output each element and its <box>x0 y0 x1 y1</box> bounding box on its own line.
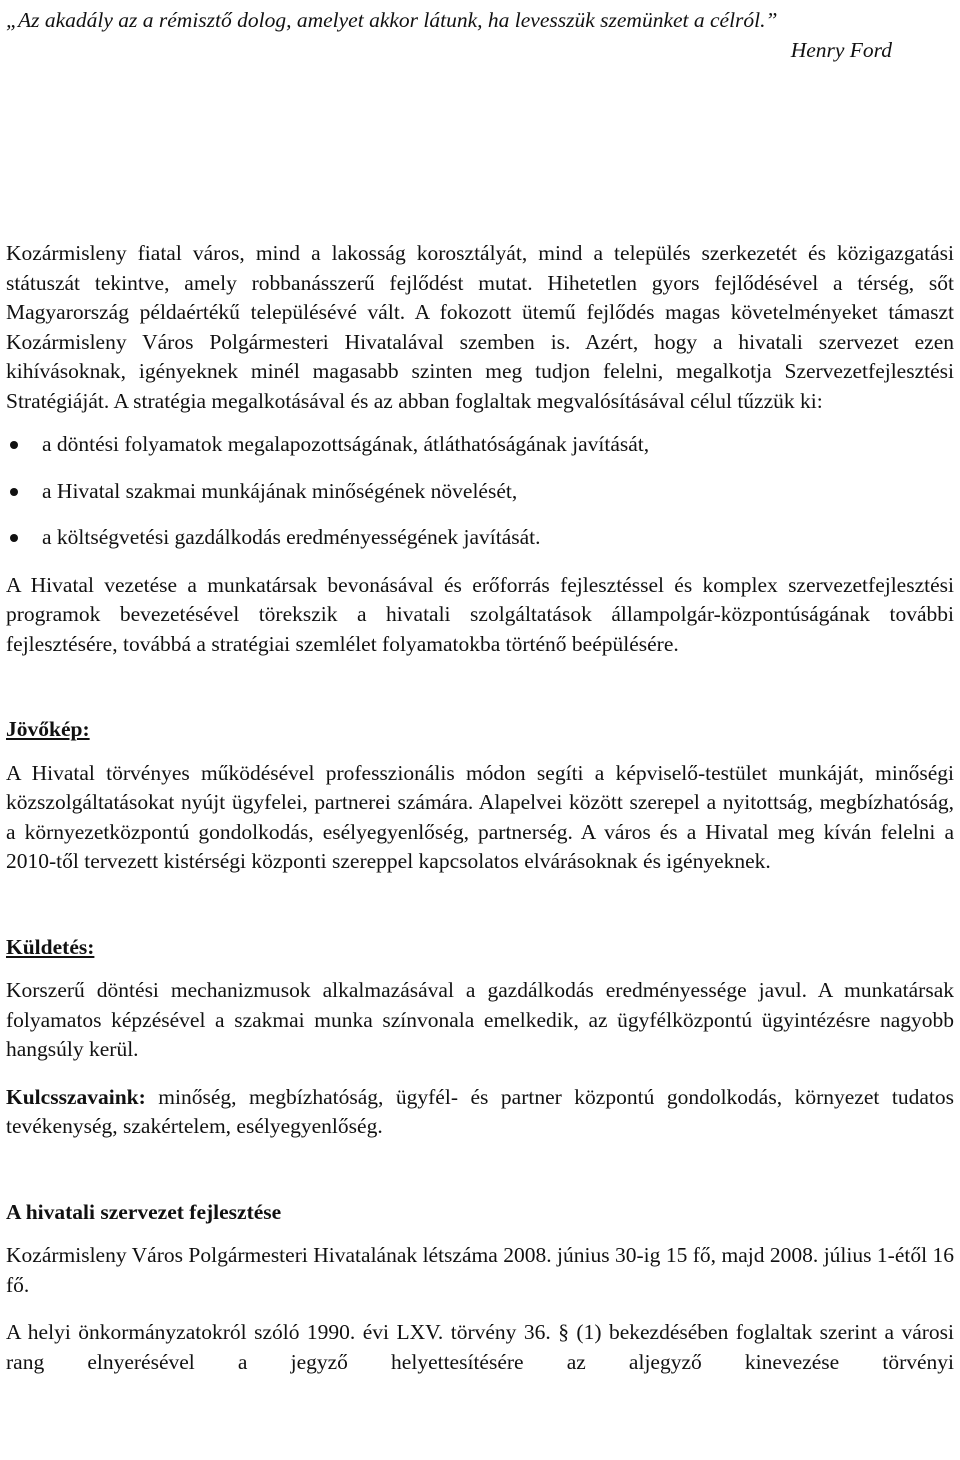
development-paragraph-2: A helyi önkormányzatokról szóló 1990. évi LXV. törvény 36. § (1) bekezdésében foglaltak szerint a városi rang elnyerésével a jegyző helyettesítésére az aljegyző kinevezése törvényi <box>6 1320 954 1374</box>
mission-heading: Küldetés: <box>6 934 95 959</box>
mission-text: Korszerű döntési mechanizmusok alkalmazásával a gazdálkodás eredményessége javul. A munkatársak folyamatos képzésével a szakmai munka színvonala emelkedik, az ügyfélközpontú ügyintézésre nagyobb hangsúly kerül. <box>6 978 954 1061</box>
keywords-label: Kulcsszavaink: <box>6 1084 146 1109</box>
development-heading: A hivatali szervezet fejlesztése <box>6 1199 282 1224</box>
goals-list <box>6 430 954 553</box>
goal-item: a döntési folyamatok megalapozottságának, átláthatóságának javítását, <box>6 430 954 460</box>
goal-item: a költségvetési gazdálkodás eredményességének javítását. <box>6 523 954 553</box>
intro-paragraph-2: A Hivatal vezetése a munkatársak bevonásával és erőforrás fejlesztéssel és komplex szervezetfejlesztési programok bevezetésével törekszik a hivatali szolgáltatások állampolgár-központúságának további fejlesztésére, továbbá a stratégiai szemlélet folyamatokba történő beépülésére. <box>6 572 954 656</box>
keywords-paragraph <box>6 1083 954 1142</box>
intro-paragraph: Kozármisleny fiatal város, mind a lakosság korosztályát, mind a település szerkezetét és közigazgatási státuszát tekintve, amely robbanásszerű fejlődést mutat. Hihetetlen gyors fejlődésével a térség, sőt Magyarország példaértékű településévé vált. A fokozott ütemű fejlődés magas követelményeket támaszt Kozármisleny Város Polgármesteri Hivatalával szemben is. Azért, hogy a hivatali szervezet ezen kihívásoknak, igényeknek minél magasabb szinten meg tudjon felelni, megalkotja Szervezetfejlesztési Stratégiáját. A stratégia megalkotásával és az abban foglaltak megvalósításával célul tűzzük ki: <box>6 241 954 413</box>
document-page <box>6 6 954 1377</box>
vision-heading: Jövőkép: <box>6 717 90 741</box>
motto-author: Henry Ford <box>790 37 892 62</box>
motto-quote: „Az akadály az a rémisztő dolog, amelyet akkor látunk, ha levesszük szemünket a célról.” <box>6 8 778 32</box>
goal-item: a Hivatal szakmai munkájának minőségének növelését, <box>6 477 954 507</box>
development-paragraph-1: Kozármisleny Város Polgármesteri Hivatalának létszáma 2008. június 30-ig 15 fő, majd 2008. július 1-étől 16 fő. <box>6 1243 954 1297</box>
keywords-text: minőség, megbízhatóság, ügyfél- és partner központú gondolkodás, környezet tudatos tevékenység, szakértelem, esélyegyenlőség. <box>6 1084 954 1138</box>
vision-text: A Hivatal törvényes működésével professzionális módon segíti a képviselő-testület munkáját, minőségi közszolgáltatásokat nyújt ügyfelei, partnerei számára. Alapelvei között szerepel a nyitottság, megbízhatóság, a környezetközpontú gondolkodás, esélyegyenlőség, partnerség. A város és a Hivatal meg kíván felelni a 2010-től tervezett kistérségi központi szereppel kapcsolatos elvárásoknak és igényeknek. <box>6 760 954 873</box>
